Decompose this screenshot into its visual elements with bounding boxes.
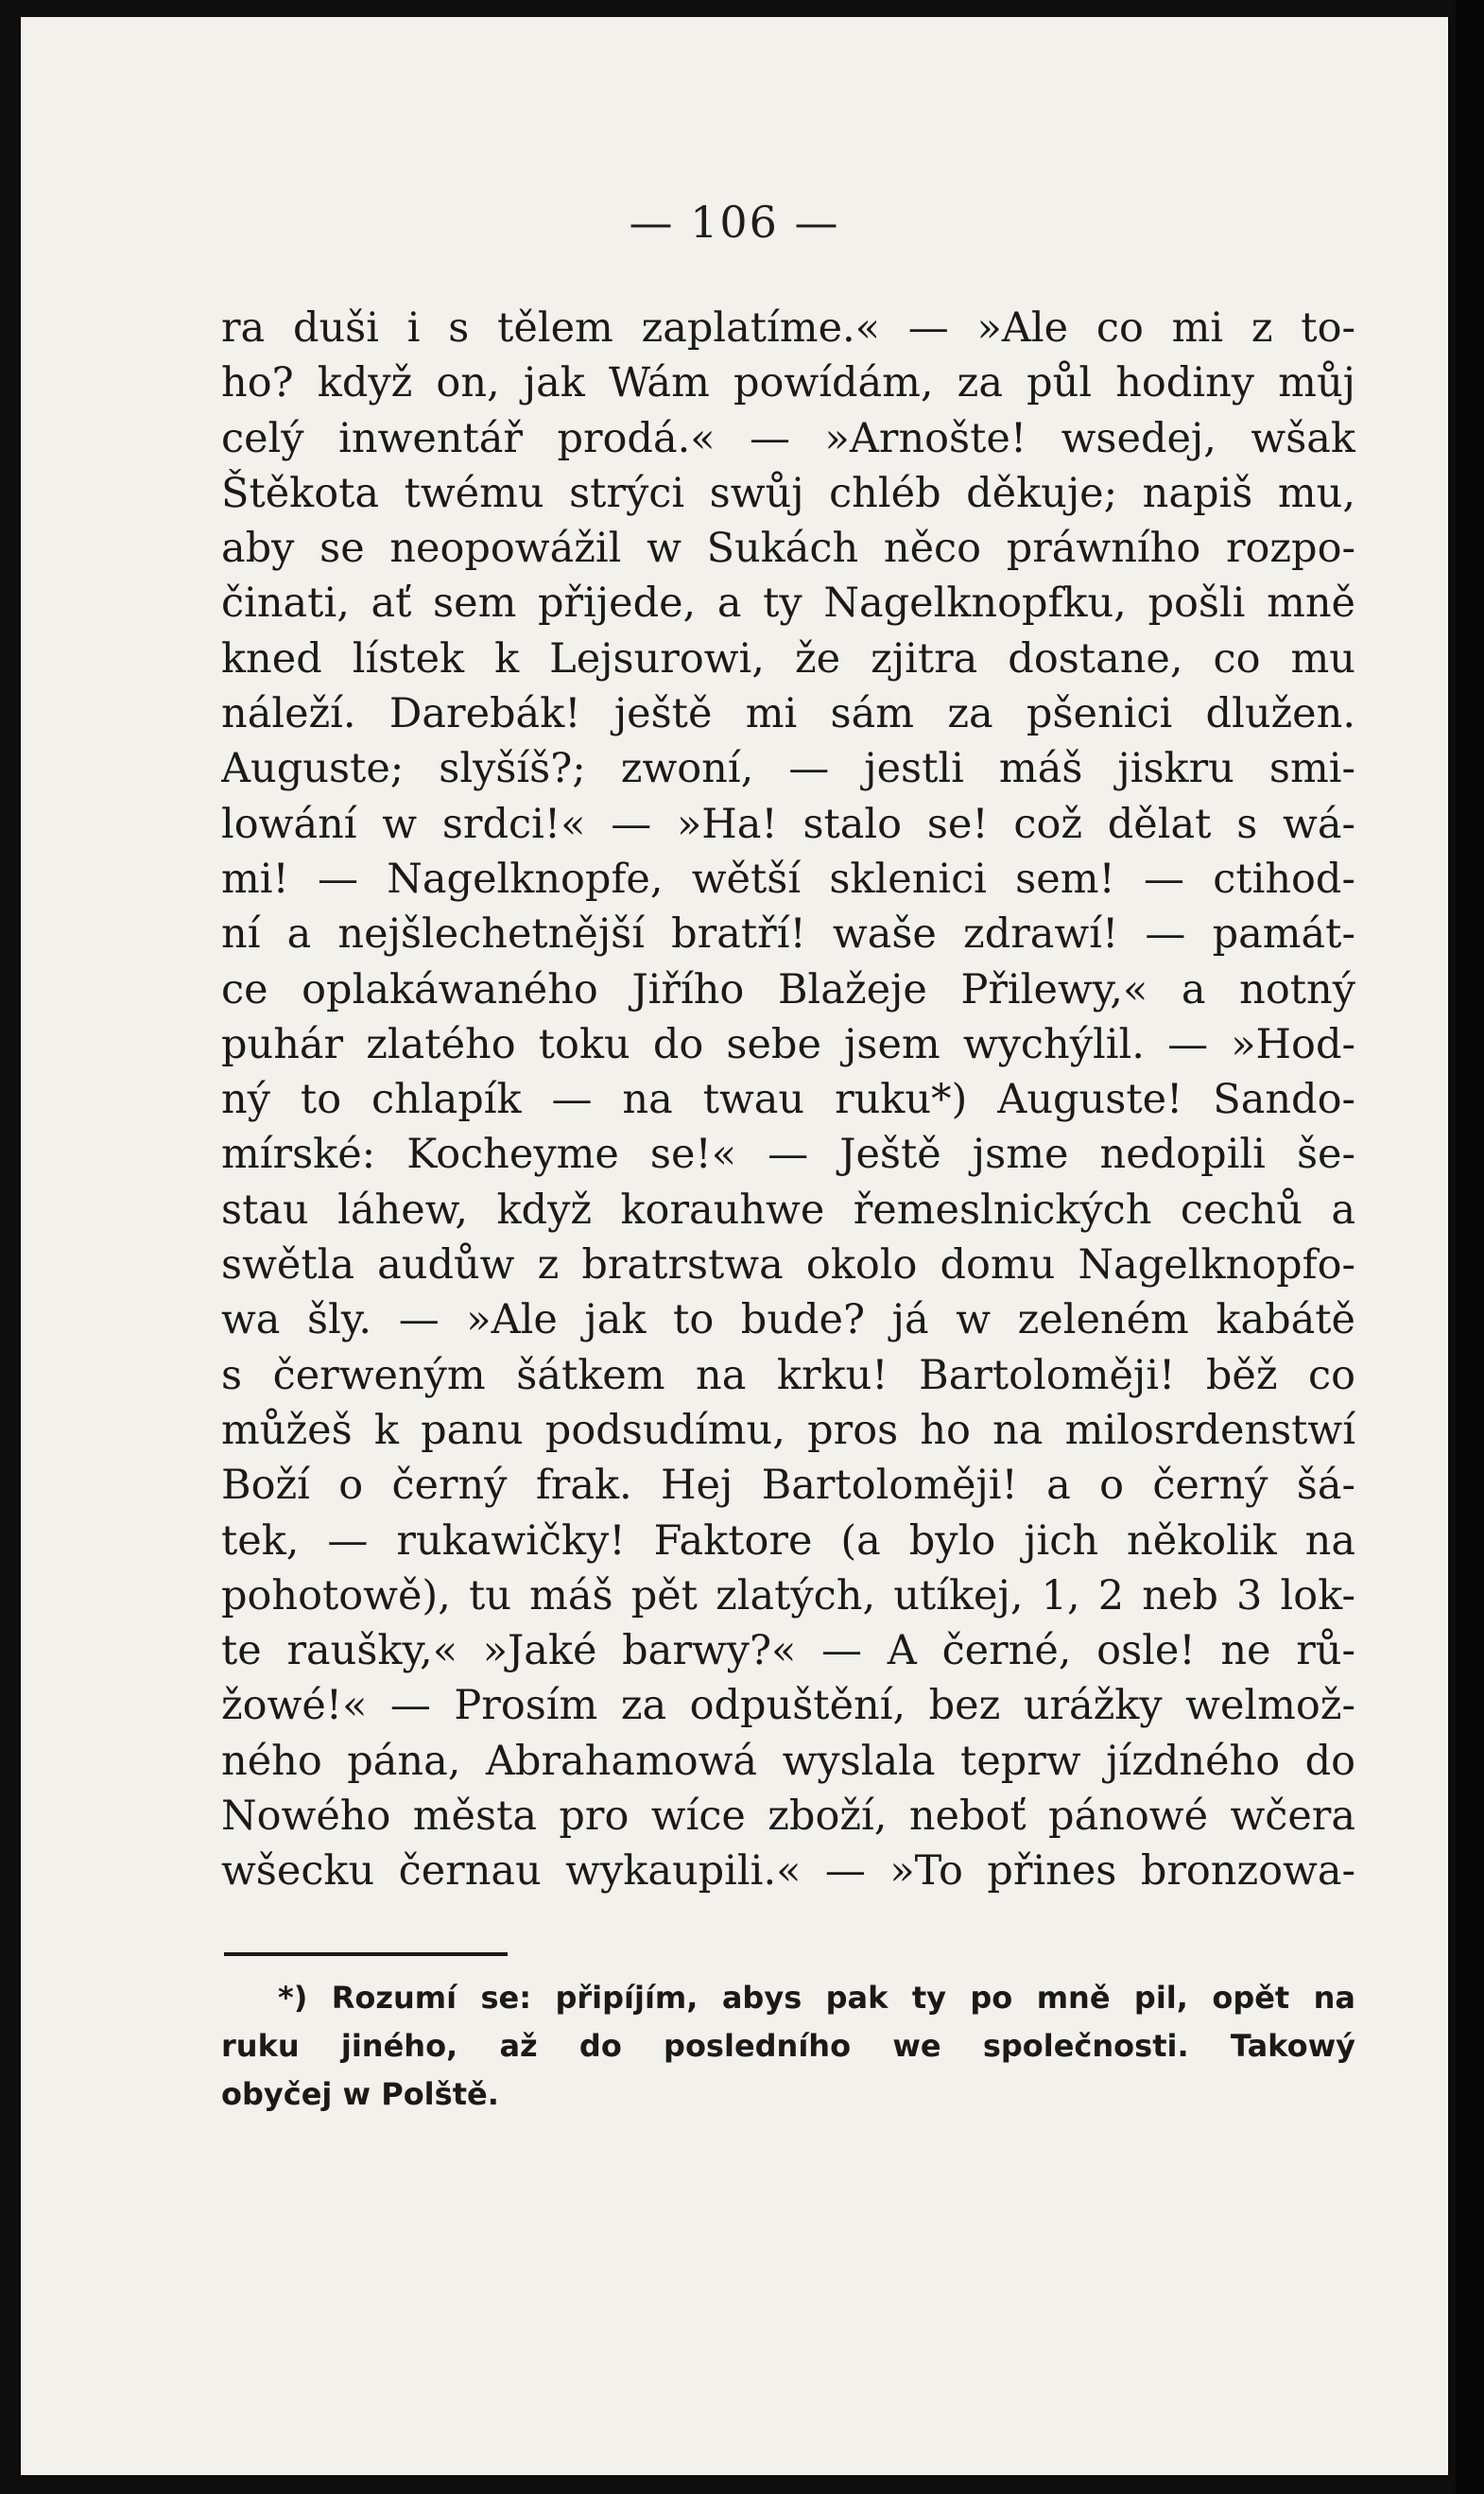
text-line: ce oplakáwaného Jiřího Blažeje Přilewy,« a notný — [221, 965, 1355, 1013]
text-line: můžeš k panu podsudímu, pros ho na milosrdenstwí — [221, 1406, 1355, 1454]
page-number: — 106 — — [629, 197, 840, 248]
text-line: stau láhew, když korauhwe řemeslnických cechů a — [221, 1186, 1355, 1234]
text-line: s čerweným šátkem na krku! Bartoloměji! běž co — [221, 1351, 1355, 1399]
text-line: wšecku černau wykaupili.« — »To přines bronzowa- — [221, 1847, 1355, 1896]
text-line: celý inwentář prodá.« — »Arnošte! wsedej, wšak — [221, 414, 1355, 462]
text-line: swětla audůw z bratrstwa okolo domu Nagelknopfo- — [221, 1241, 1355, 1290]
text-line: lowání w srdci!« — »Ha! stalo se! což dělat s wá- — [221, 800, 1355, 848]
text-line: mi! — Nagelknopfe, wětší sklenici sem! — ctihod- — [221, 855, 1355, 903]
scan-edge-band — [1456, 0, 1484, 2494]
text-line: wa šly. — »Ale jak to bude? já w zeleném kabátě — [221, 1296, 1355, 1344]
text-line: ho? když on, jak Wám powídám, za půl hodiny můj — [221, 359, 1355, 407]
text-line: Boží o černý frak. Hej Bartoloměji! a o černý šá- — [221, 1462, 1355, 1510]
text-line: ný to chlapík — na twau ruku*) Auguste! Sando- — [221, 1076, 1355, 1124]
text-line: mírské: Kocheyme se!« — Ještě jsme nedopili še- — [221, 1131, 1355, 1179]
text-line: ní a nejšlechetnější bratří! waše zdrawí! — památ- — [221, 910, 1355, 959]
text-line: náleží. Darebák! ještě mi sám za pšenici dlužen. — [221, 690, 1355, 738]
footnote-separator — [224, 1952, 508, 1956]
text-line: pohotowě), tu máš pět zlatých, utíkej, 1, 2 neb 3 lok- — [221, 1571, 1355, 1619]
footnote — [221, 1974, 1355, 2119]
text-line: Štěkota twému strýci swůj chléb děkuje; napiš mu, — [221, 469, 1355, 517]
footnote-line: ruku jiného, až do posledního we společnosti. Takowý — [221, 2028, 1355, 2064]
book-page — [21, 17, 1448, 2475]
text-line: puhár zlatého toku do sebe jsem wychýlil. — »Hod- — [221, 1020, 1355, 1068]
text-line: činati, ať sem přijede, a ty Nagelknopfku, pošli mně — [221, 580, 1355, 628]
footnote-line: *) Rozumí se: připíjím, abys pak ty po mně pil, opět na — [278, 1980, 1355, 2016]
body-text — [221, 301, 1355, 1899]
text-line: tek, — rukawičky! Faktore (a bylo jich několik na — [221, 1516, 1355, 1565]
text-line: ného pána, Abrahamowá wyslala teprw jízdného do — [221, 1737, 1355, 1785]
text-line: te raušky,« »Jaké barwy?« — A černé, osle! ne rů- — [221, 1627, 1355, 1675]
text-line: Nowého města pro wíce zboží, neboť pánowé wčera — [221, 1793, 1355, 1841]
text-line: žowé!« — Prosím za odpuštění, bez urážky welmož- — [221, 1682, 1355, 1730]
text-line: Auguste; slyšíš?; zwoní, — jestli máš jiskru smi- — [221, 745, 1355, 793]
text-line: ra duši i s tělem zaplatíme.« — »Ale co mi z to- — [221, 304, 1355, 352]
text-line: aby se neopowážil w Sukách něco práwního rozpo- — [221, 525, 1355, 573]
footnote-line: obyčej w Polště. — [221, 2076, 499, 2112]
text-line: kned lístek k Lejsurowi, že zjitra dostane, co mu — [221, 634, 1355, 683]
